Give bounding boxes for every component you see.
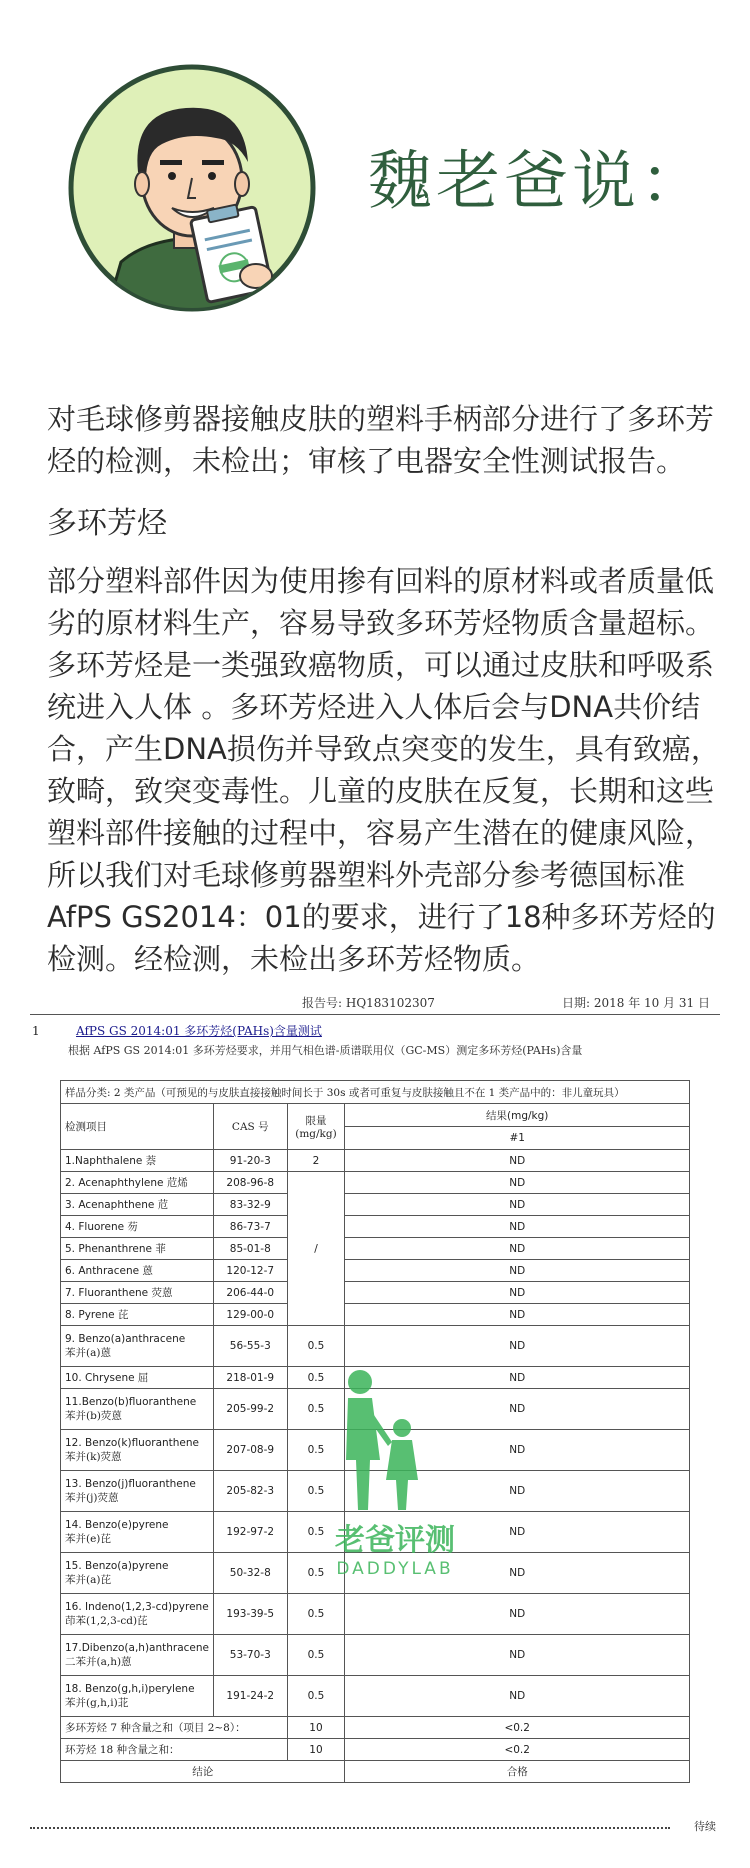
table-row bbox=[61, 1282, 690, 1304]
table-row bbox=[61, 1216, 690, 1238]
watermark-cn: 老爸评测 bbox=[335, 1523, 455, 1558]
row-cas: 192-97-2 bbox=[214, 1512, 288, 1553]
row-name bbox=[61, 1512, 214, 1553]
header-sample: #1 bbox=[345, 1127, 690, 1150]
sum7-row bbox=[61, 1717, 690, 1739]
row-cas: 206-44-0 bbox=[214, 1282, 288, 1304]
row-cas: 50-32-8 bbox=[214, 1553, 288, 1594]
row-name-en: 17.Dibenzo(a,h)anthracene bbox=[65, 1641, 209, 1654]
row-name-cn: 苯并(b)荧蒽 bbox=[65, 1409, 122, 1422]
row-result: ND bbox=[345, 1150, 690, 1172]
section-subtitle: 多环芳烃 bbox=[47, 506, 167, 541]
table-row bbox=[61, 1594, 690, 1635]
row-result: ND bbox=[345, 1389, 690, 1430]
row-name bbox=[61, 1389, 214, 1430]
sum18-row bbox=[61, 1739, 690, 1761]
table-row bbox=[61, 1635, 690, 1676]
row-result: ND bbox=[345, 1635, 690, 1676]
row-name-en: 11.Benzo(b)fluoranthene bbox=[65, 1395, 197, 1408]
row-cas: 86-73-7 bbox=[214, 1216, 288, 1238]
row-name-cn: 苯并(g,h,i)苝 bbox=[65, 1696, 129, 1709]
row-name bbox=[61, 1553, 214, 1594]
row-limit: 0.5 bbox=[287, 1326, 345, 1367]
table-row bbox=[61, 1260, 690, 1282]
row-limit: 0.5 bbox=[287, 1430, 345, 1471]
row-name: 1.Naphthalene 萘 bbox=[61, 1150, 214, 1172]
sample-category: 样品分类: 2 类产品（可预见的与皮肤直接接触时间长于 30s 或者可重复与皮肤接触且不在 1 类产品中的：非儿童玩具） bbox=[61, 1081, 690, 1104]
row-name: 2. Acenaphthylene 苊烯 bbox=[61, 1172, 214, 1194]
continued-label: 待续 bbox=[694, 1820, 716, 1833]
section-title: AfPS GS 2014:01 多环芳烃(PAHs)含量测试 bbox=[76, 1024, 322, 1038]
row-limit: 0.5 bbox=[287, 1367, 345, 1389]
row-name bbox=[61, 1326, 214, 1367]
row-name-cn: 二苯并(a,h)蒽 bbox=[65, 1655, 132, 1668]
row-cas: 129-00-0 bbox=[214, 1304, 288, 1326]
row-cas: 207-08-9 bbox=[214, 1430, 288, 1471]
row-result: ND bbox=[345, 1430, 690, 1471]
body-paragraph: 部分塑料部件因为使用掺有回料的原材料或者质量低劣的原材料生产，容易导致多环芳烃物质含量超标。多环芳烃是一类强致癌物质，可以通过皮肤和呼吸系统进入人体 。多环芳烃进入人体后会与DNA共价结合，产生DNA损伤并导致点突变的发生，具有致癌，致畸，致突变毒性。儿童的皮肤在反复，长期和这些塑料部件接触的过程中，容易产生潜在的健康风险，所以我们对毛球修剪器塑料外壳部分参考德国标准AfPS GS2014：01的要求，进行了18种多环芳烃的检测。经检测，未检出多环芳烃物质。 bbox=[47, 564, 720, 976]
row-result: ND bbox=[345, 1260, 690, 1282]
row-cas: 205-99-2 bbox=[214, 1389, 288, 1430]
row-name-cn: 苯并(k)荧蒽 bbox=[65, 1450, 122, 1463]
footer-dotted-line bbox=[30, 1827, 670, 1829]
header-cas: CAS 号 bbox=[214, 1104, 288, 1150]
report-header-rule bbox=[30, 1014, 720, 1015]
row-cas: 85-01-8 bbox=[214, 1238, 288, 1260]
row-limit: 0.5 bbox=[287, 1512, 345, 1553]
row-cas: 208-96-8 bbox=[214, 1172, 288, 1194]
row-result: ND bbox=[345, 1676, 690, 1717]
sum18-label: 环芳烃 18 种含量之和： bbox=[61, 1739, 288, 1761]
header-limit: 限量 (mg/kg) bbox=[287, 1104, 345, 1150]
row-name: 5. Phenanthrene 菲 bbox=[61, 1238, 214, 1260]
intro-paragraph: 对毛球修剪器接触皮肤的塑料手柄部分进行了多环芳烃的检测，未检出；审核了电器安全性测试报告。 bbox=[47, 402, 715, 478]
row-cas: 120-12-7 bbox=[214, 1260, 288, 1282]
conclusion-row bbox=[61, 1761, 690, 1783]
report-number: 报告号: HQ183102307 bbox=[302, 996, 435, 1010]
conclusion-label: 结论 bbox=[61, 1761, 345, 1783]
row-result: ND bbox=[345, 1367, 690, 1389]
table-row bbox=[61, 1304, 690, 1326]
row-cas: 83-32-9 bbox=[214, 1194, 288, 1216]
row-name-en: 18. Benzo(g,h,i)perylene bbox=[65, 1682, 195, 1695]
row-name bbox=[61, 1676, 214, 1717]
row-limit: 0.5 bbox=[287, 1553, 345, 1594]
row-limit: 2 bbox=[287, 1150, 345, 1172]
row-result: ND bbox=[345, 1512, 690, 1553]
row-cas: 218-01-9 bbox=[214, 1367, 288, 1389]
table-row bbox=[61, 1676, 690, 1717]
row-result: ND bbox=[345, 1594, 690, 1635]
row-result: ND bbox=[345, 1282, 690, 1304]
row-name: 6. Anthracene 蒽 bbox=[61, 1260, 214, 1282]
row-cas: 53-70-3 bbox=[214, 1635, 288, 1676]
sum18-result: <0.2 bbox=[345, 1739, 690, 1761]
row-result: ND bbox=[345, 1172, 690, 1194]
row-name: 3. Acenaphthene 苊 bbox=[61, 1194, 214, 1216]
row-name-en: 9. Benzo(a)anthracene bbox=[65, 1332, 186, 1345]
row-name-cn: 苯并(a)蒽 bbox=[65, 1346, 111, 1359]
row-limit: 0.5 bbox=[287, 1471, 345, 1512]
watermark-en: DADDYLAB bbox=[336, 1559, 454, 1579]
row-name-en: 12. Benzo(k)fluoranthene bbox=[65, 1436, 200, 1449]
row-name bbox=[61, 1635, 214, 1676]
row-name-en: 16. Indeno(1,2,3-cd)pyrene bbox=[65, 1600, 209, 1613]
row-name: 8. Pyrene 芘 bbox=[61, 1304, 214, 1326]
sum7-limit: 10 bbox=[287, 1717, 345, 1739]
row-limit: 0.5 bbox=[287, 1635, 345, 1676]
row-cas: 91-20-3 bbox=[214, 1150, 288, 1172]
table-row bbox=[61, 1150, 690, 1172]
table-row bbox=[61, 1194, 690, 1216]
row-name-en: 13. Benzo(j)fluoranthene bbox=[65, 1477, 196, 1490]
row-result: ND bbox=[345, 1471, 690, 1512]
header-result: 结果(mg/kg) bbox=[345, 1104, 690, 1127]
row-limit: 0.5 bbox=[287, 1594, 345, 1635]
row-result: ND bbox=[345, 1326, 690, 1367]
row-name: 10. Chrysene 屈 bbox=[61, 1367, 214, 1389]
table-row bbox=[61, 1238, 690, 1260]
row-name-cn: 苯并(e)芘 bbox=[65, 1532, 111, 1545]
daddylab-watermark bbox=[320, 1360, 470, 1590]
sum7-label: 多环芳烃 7 种含量之和（项目 2~8）： bbox=[61, 1717, 288, 1739]
report-date: 日期: 2018 年 10 月 31 日 bbox=[561, 996, 710, 1010]
avatar-illustration bbox=[66, 62, 318, 314]
row-result: ND bbox=[345, 1216, 690, 1238]
row-name bbox=[61, 1430, 214, 1471]
row-name-en: 15. Benzo(a)pyrene bbox=[65, 1559, 169, 1572]
row-name-cn: 苯并(a)芘 bbox=[65, 1573, 111, 1586]
row-limit: 0.5 bbox=[287, 1676, 345, 1717]
row-result: ND bbox=[345, 1194, 690, 1216]
conclusion-value: 合格 bbox=[345, 1761, 690, 1783]
row-name bbox=[61, 1594, 214, 1635]
row-name: 7. Fluoranthene 荧蒽 bbox=[61, 1282, 214, 1304]
speaker-title: 魏老爸说： bbox=[368, 145, 708, 219]
sum18-limit: 10 bbox=[287, 1739, 345, 1761]
section-description: 根据 AfPS GS 2014:01 多环芳烃要求，并用气相色谱-质谱联用仪（GC-MS）测定多环芳烃(PAHs)含量 bbox=[68, 1044, 583, 1057]
row-name-cn: 苯并(j)荧蒽 bbox=[65, 1491, 119, 1504]
row-name: 4. Fluorene 芴 bbox=[61, 1216, 214, 1238]
report-section-heading bbox=[32, 1022, 322, 1039]
row-name-en: 14. Benzo(e)pyrene bbox=[65, 1518, 169, 1531]
sum7-result: <0.2 bbox=[345, 1717, 690, 1739]
row-cas: 205-82-3 bbox=[214, 1471, 288, 1512]
row-cas: 193-39-5 bbox=[214, 1594, 288, 1635]
row-limit: 0.5 bbox=[287, 1389, 345, 1430]
row-cas: 56-55-3 bbox=[214, 1326, 288, 1367]
header-item: 检测项目 bbox=[61, 1104, 214, 1150]
row-name-cn: 茚苯(1,2,3-cd)芘 bbox=[65, 1614, 148, 1627]
row-cas: 191-24-2 bbox=[214, 1676, 288, 1717]
avatar bbox=[66, 62, 318, 314]
table-row bbox=[61, 1172, 690, 1194]
row-result: ND bbox=[345, 1553, 690, 1594]
test-report bbox=[20, 980, 730, 1850]
row-result: ND bbox=[345, 1304, 690, 1326]
row-name bbox=[61, 1471, 214, 1512]
row-limit-shared: / bbox=[287, 1172, 345, 1326]
section-number: 1 bbox=[32, 1024, 40, 1038]
row-result: ND bbox=[345, 1238, 690, 1260]
